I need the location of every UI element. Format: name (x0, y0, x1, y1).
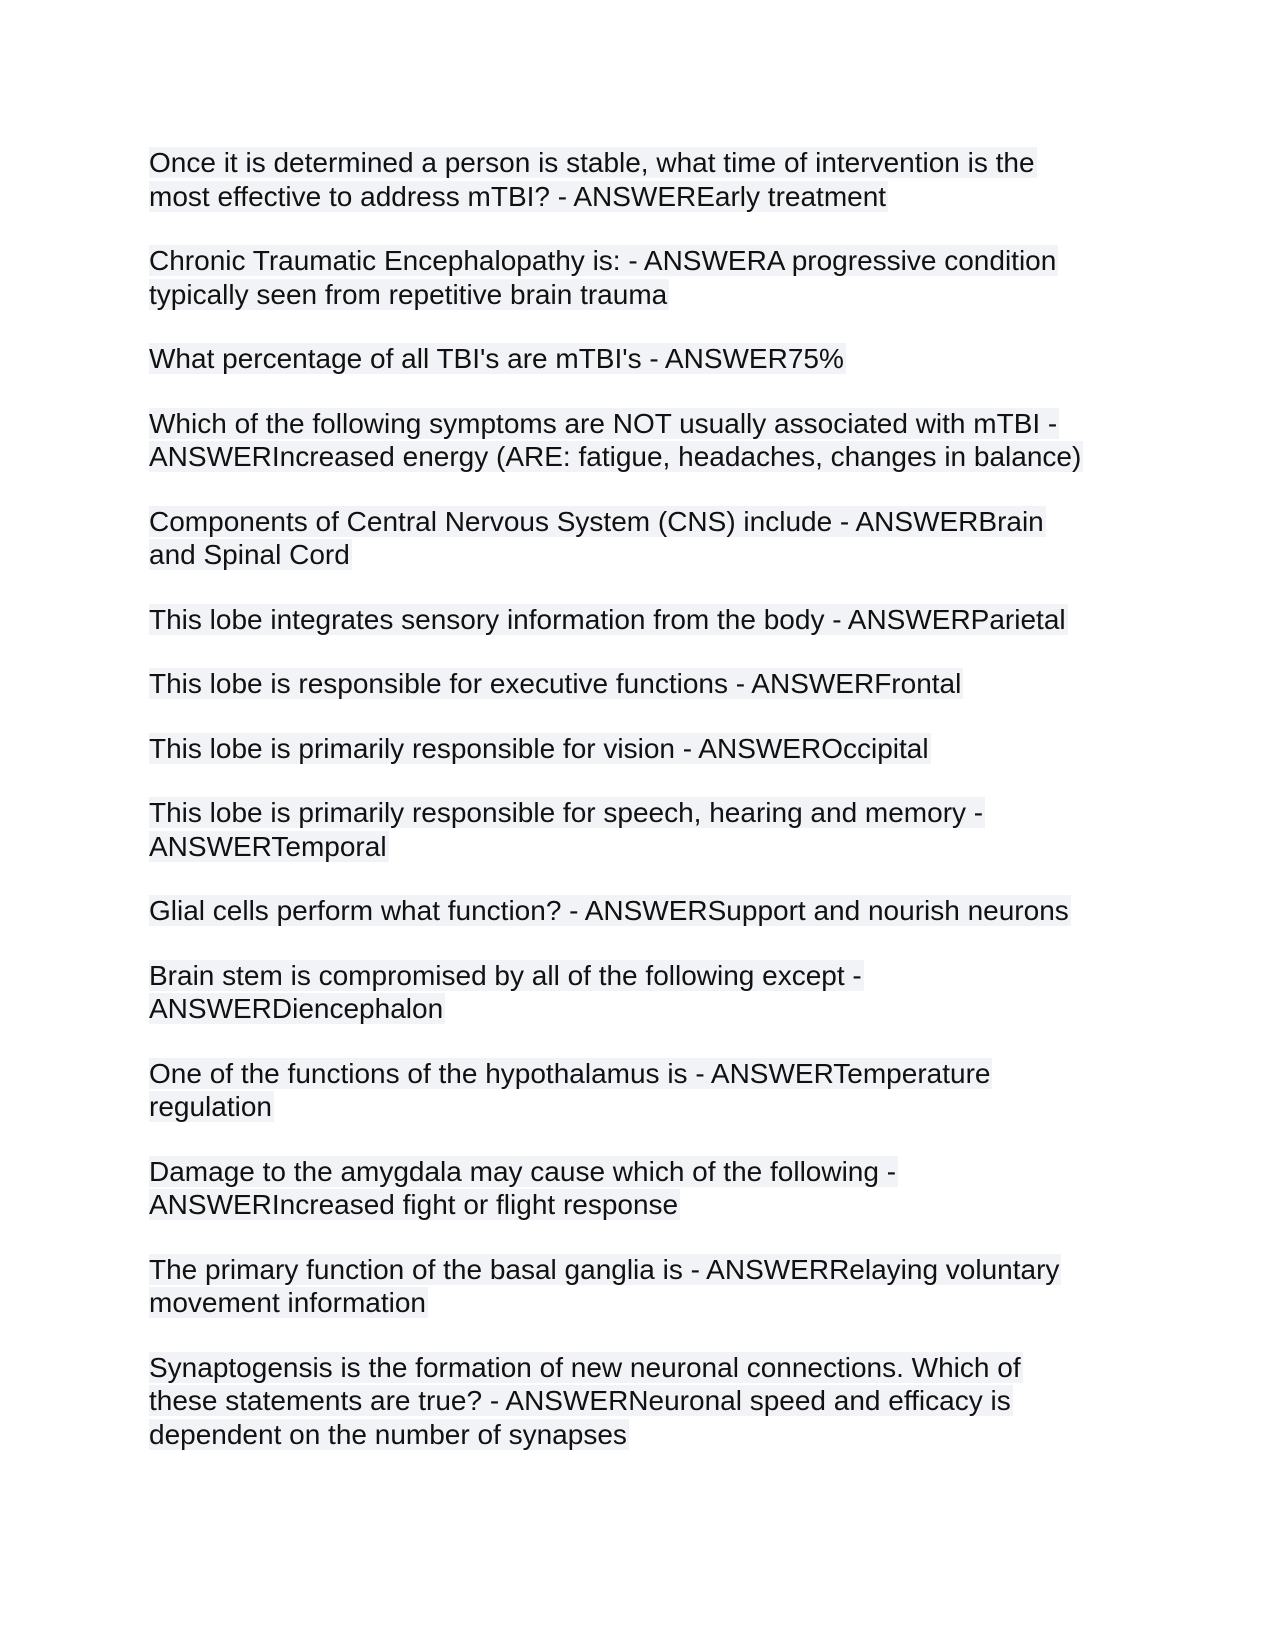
qa-line: ANSWERTemporal (149, 830, 387, 862)
qa-item (149, 505, 1149, 572)
qa-line: ANSWERIncreased energy (ARE: fatigue, headaches, changes in balance) (149, 441, 1082, 472)
qa-line: This lobe is primarily responsible for speech, hearing and memory - (149, 797, 984, 828)
qa-line: Glial cells perform what function? - ANSWERSupport and nourish neurons (149, 895, 1069, 926)
qa-item (149, 959, 1149, 1026)
qa-item (149, 407, 1149, 474)
qa-line: most effective to address mTBI? - ANSWEREarly treatment (149, 180, 887, 212)
qa-item (149, 796, 1149, 863)
qa-item (149, 1253, 1149, 1320)
qa-line: ANSWERIncreased fight or flight response (149, 1189, 679, 1220)
qa-line: dependent on the number of synapses (149, 1418, 627, 1450)
qa-item (149, 146, 1149, 213)
qa-line: ANSWERDiencephalon (149, 993, 444, 1024)
qa-line: One of the functions of the hypothalamus is - ANSWERTemperature (149, 1057, 991, 1089)
qa-item (149, 894, 1149, 928)
qa-item (149, 1057, 1149, 1124)
qa-line: Brain stem is compromised by all of the following except - (149, 959, 862, 991)
qa-line: This lobe is responsible for executive functions - ANSWERFrontal (149, 668, 962, 699)
qa-line: these statements are true? - ANSWERNeuronal speed and efficacy is (149, 1385, 1011, 1416)
qa-item (149, 1155, 1149, 1222)
qa-item (149, 1351, 1149, 1452)
qa-line: Damage to the amygdala may cause which of the following - (149, 1155, 897, 1187)
qa-line: This lobe is primarily responsible for vision - ANSWEROccipital (149, 732, 929, 764)
qa-line: movement information (149, 1287, 427, 1318)
qa-item (149, 342, 1149, 376)
qa-line: Synaptogensis is the formation of new neuronal connections. Which of (149, 1351, 1021, 1383)
qa-line: Components of Central Nervous System (CNS) include - ANSWERBrain (149, 505, 1044, 537)
qa-line: regulation (149, 1091, 272, 1122)
qa-line: Chronic Traumatic Encephalopathy is: - ANSWERA progressive condition (149, 245, 1057, 276)
qa-line: Once it is determined a person is stable, what time of intervention is the (149, 147, 1035, 178)
qa-item (149, 603, 1149, 637)
qa-line: and Spinal Cord (149, 539, 350, 570)
document-page (149, 146, 1149, 1482)
qa-line: The primary function of the basal ganglia is - ANSWERRelaying voluntary (149, 1253, 1060, 1285)
qa-item (149, 244, 1149, 311)
qa-line: What percentage of all TBI's are mTBI's - ANSWER75% (149, 343, 844, 374)
qa-item (149, 732, 1149, 766)
qa-item (149, 667, 1149, 701)
qa-line: Which of the following symptoms are NOT usually associated with mTBI - (149, 407, 1058, 439)
qa-line: This lobe integrates sensory information from the body - ANSWERParietal (149, 603, 1066, 635)
qa-line: typically seen from repetitive brain trauma (149, 278, 668, 310)
